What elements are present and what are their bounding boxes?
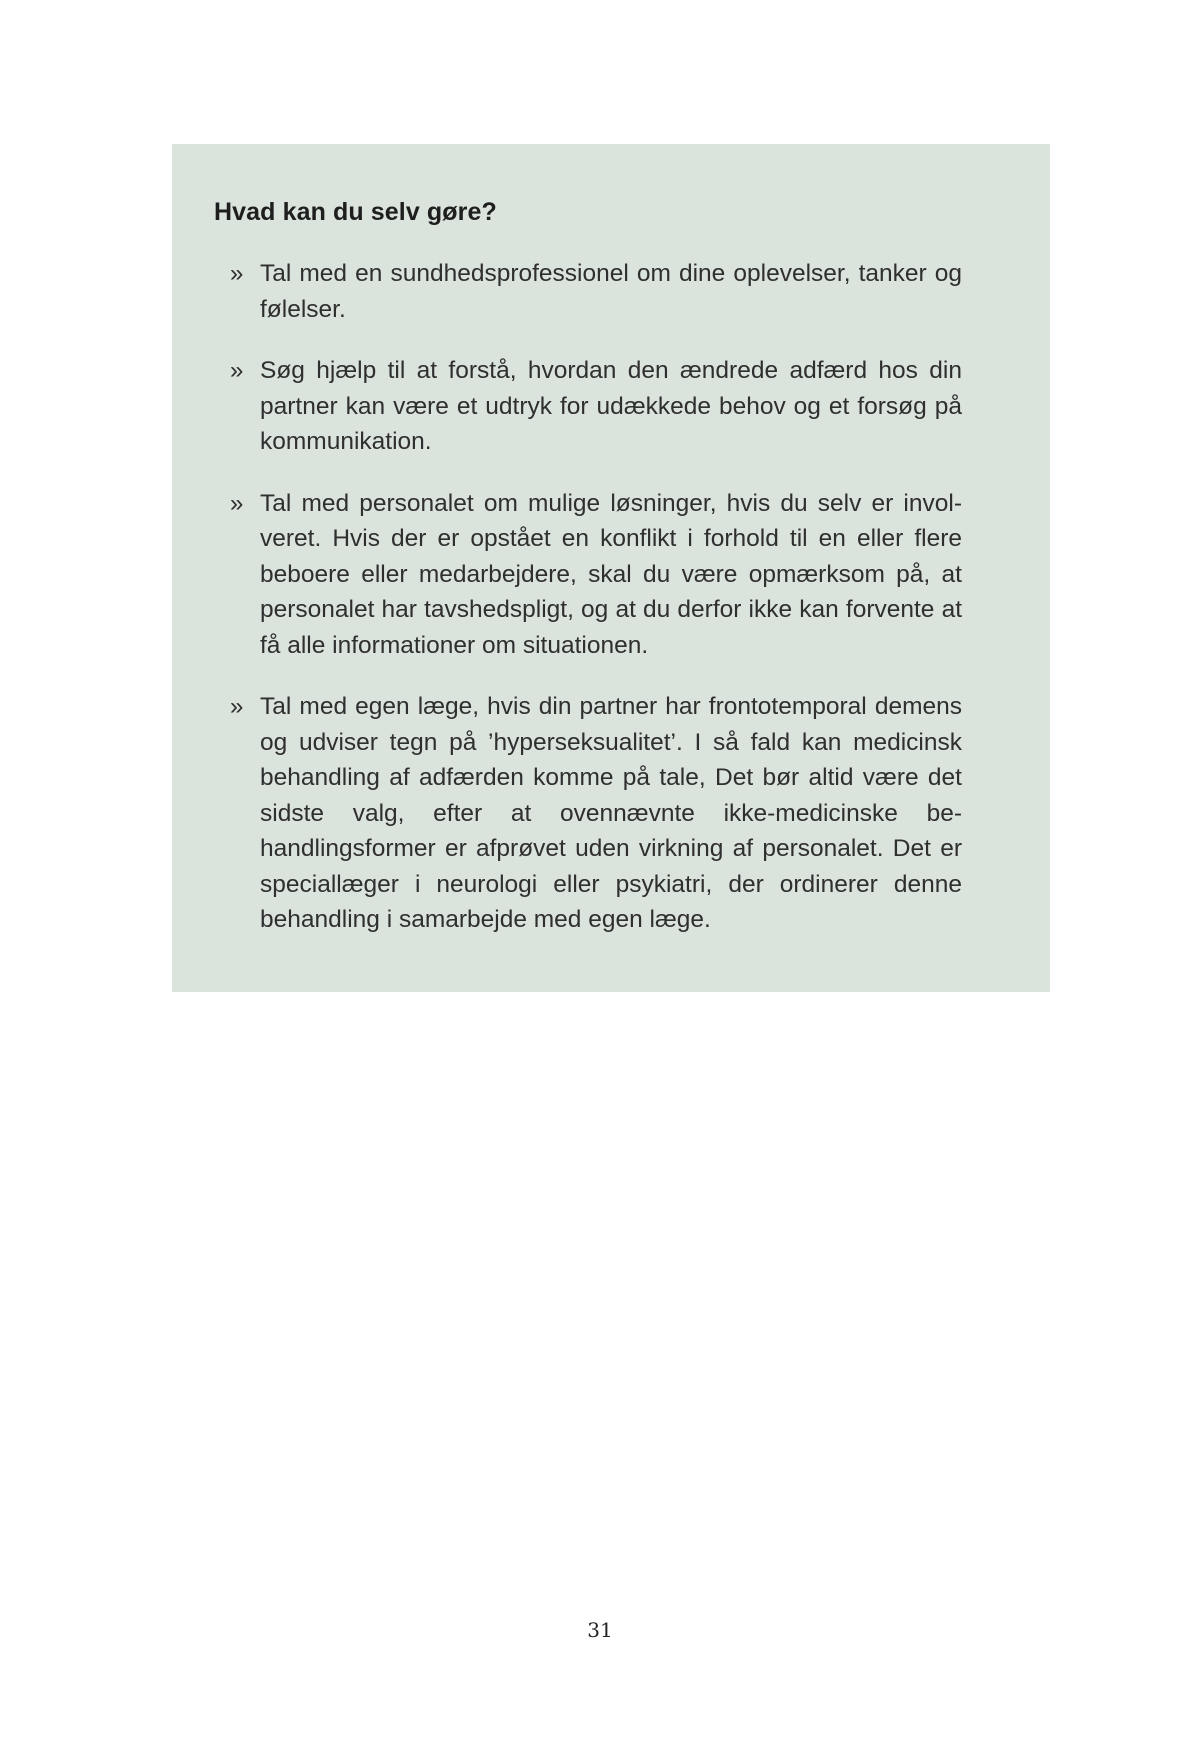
list-item-text: Tal med personalet om mulige løsninger, hvis du selv er involveret. Hvis der er opstået en konflikt i forhold til en eller flere beboere eller medarbejdere, skal du være opmærksom på, at personalet har tavshedspligt, og at du derfor ikke kan forvente at få alle informationer om situationen.	[260, 489, 962, 659]
info-box	[172, 144, 1050, 992]
bullet-marker: »	[230, 489, 244, 517]
list-item	[214, 353, 962, 460]
box-title: Hvad kan du selv gøre?	[214, 198, 497, 226]
bullet-marker: »	[230, 357, 244, 384]
list-item	[214, 486, 962, 664]
bullet-marker: »	[230, 693, 244, 720]
advice-list	[214, 256, 962, 938]
list-item	[214, 689, 962, 938]
list-item-text: Tal med en sundhedsprofessionel om dine oplevelser, tanker og følelser.	[260, 260, 962, 323]
list-item-text: Søg hjælp til at forstå, hvordan den ændrede adfærd hos din partner kan være et udtryk for udækkede behov og et forsøg på kommunikation.	[260, 357, 962, 455]
list-item	[214, 256, 962, 327]
list-item-text: Tal med egen læge, hvis din partner har frontotemporal demens og udviser tegn på ’hyperseksualitet’. I så fald kan medicinsk behandling af adfærden komme på tale, Det bør altid være det sidste valg, efter at ovennævnte ikke-medicinske behandlingsformer er afprøvet uden virkning af personalet. Det er speciallæger i neurologi eller psykiatri, der ordinerer denne behandling i samarbejde med egen læge.	[260, 693, 962, 933]
bullet-marker: »	[230, 260, 244, 287]
page-number: 31	[587, 1618, 613, 1642]
